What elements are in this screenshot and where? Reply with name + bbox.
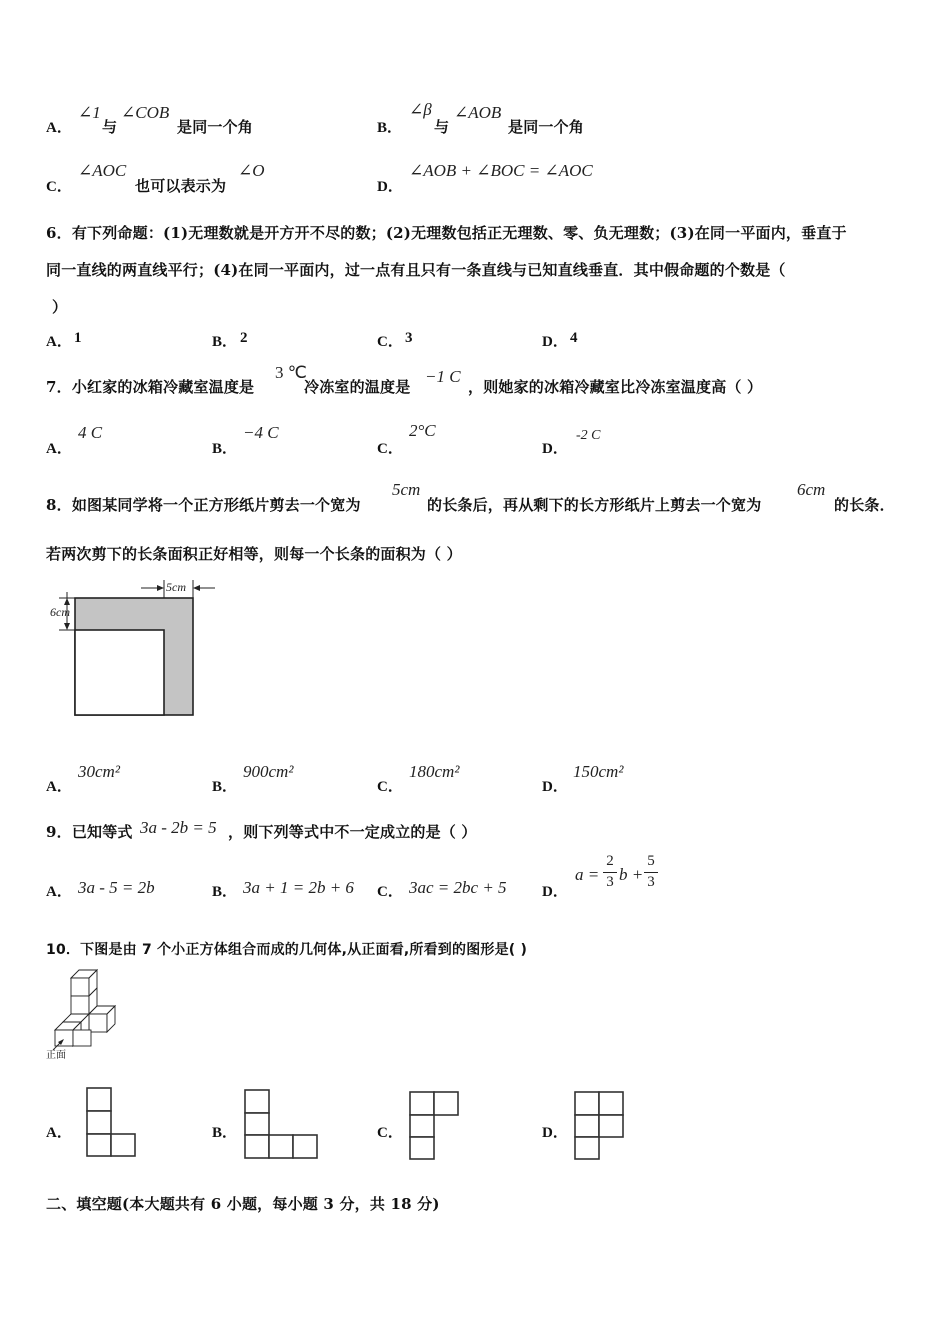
q8-text-part3: 的长条． (834, 496, 895, 514)
q6-option-b-label[interactable]: B． (212, 334, 238, 350)
q6-option-a-label[interactable]: A． (46, 334, 72, 350)
q6-option-a-value: 1 (74, 330, 82, 346)
q8-text-part2: 的长条后，再从剩下的长方形纸片上剪去一个宽为 (427, 496, 762, 514)
q10-option-a-label[interactable]: A． (46, 1125, 72, 1141)
q6-option-d-value: 4 (570, 330, 578, 346)
q10-option-a-figure[interactable] (85, 1086, 140, 1161)
q5-option-a-text2: 是同一个角 (177, 118, 254, 136)
q9-option-d-frac2-bar (644, 872, 658, 873)
q8-width-5cm: 5cm (392, 480, 421, 499)
q9-option-c-label[interactable]: C． (377, 884, 403, 900)
q8-option-d-value: 150cm² (573, 762, 624, 781)
q9-option-d-frac2-den: 3 (647, 874, 655, 890)
q7-option-c-value: 2°C (409, 421, 436, 440)
q7-option-b-label[interactable]: B． (212, 441, 238, 457)
q8-option-d-label[interactable]: D． (542, 779, 568, 795)
q6-text-line3: ） (52, 298, 68, 316)
q6-option-c-label[interactable]: C． (377, 334, 403, 350)
q5-option-d-equation: ∠AOB + ∠BOC = ∠AOC (409, 161, 593, 180)
q8-width-6cm: 6cm (797, 480, 826, 499)
q5-option-b-text2: 是同一个角 (508, 118, 585, 136)
q10-option-c-label[interactable]: C． (377, 1125, 403, 1141)
q7-text-part3: ，则她家的冰箱冷藏室比冷冻室温度高（ ） (468, 378, 763, 396)
q9-option-d-lhs: a = (575, 865, 600, 884)
q9-option-c-value: 3ac = 2bc + 5 (409, 878, 507, 897)
q7-freezer-temp: −1 C (425, 367, 461, 386)
section-2-heading: 二、填空题(本大题共有 6 小题，每小题 3 分，共 18 分) (46, 1195, 440, 1213)
q7-option-a-value: 4 C (78, 423, 103, 442)
q9-option-d-frac1-num: 2 (606, 853, 614, 869)
q5-option-c-angle2: ∠O (238, 161, 265, 180)
q5-option-c-text1: 也可以表示为 (135, 177, 227, 195)
q5-option-b-angle1: ∠β (409, 100, 432, 119)
q8-square-figure (45, 578, 225, 723)
q8-remaining-rect (75, 630, 164, 715)
q9-given-equation: 3a - 2b = 5 (140, 818, 217, 837)
q10-option-d-figure[interactable] (573, 1090, 633, 1165)
q8-option-a-label[interactable]: A． (46, 779, 72, 795)
q5-option-b-label[interactable]: B． (377, 120, 403, 136)
q9-option-b-value: 3a + 1 = 2b + 6 (243, 878, 354, 897)
q8-option-a-value: 30cm² (78, 762, 120, 781)
q6-text-line2: 同一直线的两直线平行；(4)在同一平面内，过一点有且只有一条直线与已知直线垂直．其中假命题的个数是（ (46, 261, 786, 279)
q7-option-a-label[interactable]: A． (46, 441, 72, 457)
q8-text-line2: 若两次剪下的长条面积正好相等，则每一个长条的面积为（ ） (46, 545, 462, 563)
q7-option-c-label[interactable]: C． (377, 441, 403, 457)
q7-text-part1: 7．小红家的冰箱冷藏室温度是 (46, 378, 255, 396)
q8-option-b-value: 900cm² (243, 762, 294, 781)
q9-option-d-frac1-den: 3 (606, 874, 614, 890)
q7-option-d-label[interactable]: D． (542, 441, 568, 457)
q8-fig-label-5cm: 5cm (166, 580, 186, 594)
q7-fridge-temp: 3 ℃ (275, 363, 307, 382)
q9-option-d-frac1-bar (603, 872, 617, 873)
q5-option-d-label[interactable]: D． (377, 179, 403, 195)
q9-option-d-label[interactable]: D． (542, 884, 568, 900)
q5-option-a-label[interactable]: A． (46, 120, 72, 136)
q10-front-label: 正面 (46, 1050, 66, 1061)
q6-option-c-value: 3 (405, 330, 413, 346)
q7-text-part2: 冷冻室的温度是 (304, 378, 411, 396)
q5-option-c-label[interactable]: C． (46, 179, 72, 195)
q10-option-d-label[interactable]: D． (542, 1125, 568, 1141)
q9-option-d-frac2-num: 5 (647, 853, 655, 869)
q6-option-b-value: 2 (240, 330, 248, 346)
q9-option-d-mid: b + (619, 865, 644, 884)
q10-text: 10．下图是由 7 个小正方体组合而成的几何体,从正面看,所看到的图形是( ) (46, 942, 528, 958)
q5-option-b-text1: 与 (434, 118, 450, 136)
q9-option-a-value: 3a - 5 = 2b (78, 878, 155, 897)
q8-option-c-label[interactable]: C． (377, 779, 403, 795)
q5-option-b-angle2: ∠AOB (454, 103, 502, 122)
q8-text-part1: 8．如图某同学将一个正方形纸片剪去一个宽为 (46, 496, 361, 514)
q9-option-a-label[interactable]: A． (46, 884, 72, 900)
q7-option-d-value: -2 C (576, 428, 601, 443)
q10-option-c-figure[interactable] (408, 1090, 468, 1165)
q7-option-b-value: −4 C (243, 423, 279, 442)
q9-option-b-label[interactable]: B． (212, 884, 238, 900)
q8-fig-label-6cm: 6cm (50, 605, 70, 619)
q8-option-b-label[interactable]: B． (212, 779, 238, 795)
q5-option-a-text1: 与 (102, 118, 118, 136)
q5-option-a-angle2: ∠COB (121, 103, 170, 122)
q10-option-b-figure[interactable] (243, 1088, 323, 1163)
q6-text-line1: 6．有下列命题：(1)无理数就是开方开不尽的数；(2)无理数包括正无理数、零、负无理数；(3)在同一平面内，垂直于 (46, 224, 847, 242)
q9-text-part2: ，则下列等式中不一定成立的是（ ） (228, 823, 477, 841)
q10-option-b-label[interactable]: B． (212, 1125, 238, 1141)
q9-text-part1: 9．已知等式 (46, 823, 133, 841)
q5-option-c-angle1: ∠AOC (78, 161, 127, 180)
q5-option-a-angle1: ∠1 (78, 103, 101, 122)
q8-option-c-value: 180cm² (409, 762, 460, 781)
q6-option-d-label[interactable]: D． (542, 334, 568, 350)
